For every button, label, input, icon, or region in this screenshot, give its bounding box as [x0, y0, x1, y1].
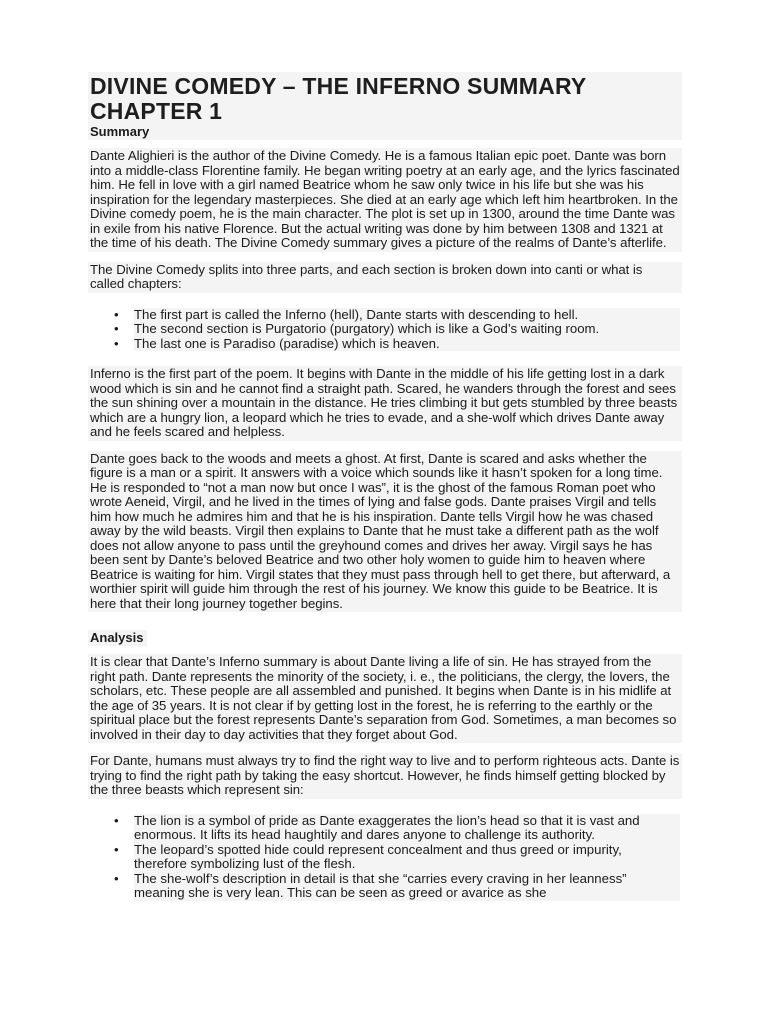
page-title: DIVINE COMEDY – THE INFERNO SUMMARY CHAPTER 1: [88, 72, 682, 124]
beasts-list: [88, 813, 682, 902]
bullet-glyph: •: [114, 335, 119, 351]
list-item-text: The leopard’s spotted hide could represent concealment and thus greed or impurity, therefore symbolizing lust of the flesh.: [134, 841, 622, 871]
summary-heading: Summary: [88, 124, 682, 140]
list-item: [114, 870, 680, 901]
paragraph-analysis-sin: It is clear that Dante’s Inferno summary is about Dante living a life of sin. He has strayed from the right path. Dante represents the minority of the society, i. e., the politicians, the clergy, the lovers, the scholars, etc. These people are all assembled and punished. It begins when Dante is in his midlife at the age of 35 years. It is not clear if by getting lost in the forest, he is referring to the earthly or the spiritual place but the forest represents Dante’s separation from God. Sometimes, a man becomes so involved in their day to day activities that they forget about God.: [88, 654, 682, 743]
list-item-text: The first part is called the Inferno (hell), Dante starts with descending to hell.: [134, 306, 579, 322]
paragraph-three-parts-intro: The Divine Comedy splits into three parts, and each section is broken down into canti or what is called chapters:: [88, 262, 682, 293]
list-item-text: The second section is Purgatorio (purgatory) which is like a God’s waiting room.: [134, 321, 600, 336]
paragraph-analysis-right-path: For Dante, humans must always try to find the right way to live and to perform righteous acts. Dante is trying to find the right path by taking the easy shortcut. However, he finds himself getting blocked by the three beasts which represent sin:: [88, 753, 682, 799]
list-item: [114, 812, 680, 843]
bullet-glyph: •: [114, 841, 119, 857]
parts-list: [88, 307, 682, 353]
paragraph-meets-virgil: Dante goes back to the woods and meets a ghost. At first, Dante is scared and asks whether the figure is a man or a spirit. It answers with a voice which sounds like it hasn’t spoken for a long time. He is responded to “not a man now but once I was”, it is the ghost of the famous Roman poet who wrote Aeneid, Virgil, and he lived in the times of lying and false gods. Dante praises Virgil and tells him how much he admires him and that he is his inspiration. Dante tells Virgil how he was chased away by the wild beasts. Virgil then explains to Dante that he must take a different path as the wolf does not allow anyone to pass until the greyhound comes and drives her away. Virgil says he has been sent by Dante’s beloved Beatrice and two other holy women to guide him to heaven where Beatrice is waiting for him. Virgil states that they must pass through hell to get there, but afterward, a worthier spirit will guide him through the rest of his journey. We know this guide to be Beatrice. It is here that their long journey together begins.: [88, 451, 682, 613]
list-item: [114, 321, 680, 337]
bullet-glyph: •: [114, 870, 119, 886]
list-item-text: The lion is a symbol of pride as Dante exaggerates the lion’s head so that it is vast and enormous. It lifts its head haughtily and dares anyone to challenge its authority.: [134, 812, 640, 842]
bullet-glyph: •: [114, 812, 119, 828]
bullet-glyph: •: [114, 321, 119, 336]
paragraph-author-bio: Dante Alighieri is the author of the Divine Comedy. He is a famous Italian epic poet. Dante was born into a middle-class Florentine family. He began writing poetry at an early age, and the lyrics fascinated him. He fell in love with a girl named Beatrice whom he saw only twice in his life but she was his inspiration for the legendary masterpieces. She died at an early age which left him heartbroken. In the Divine comedy poem, he is the main character. The plot is set up in 1300, around the time Dante was in exile from his native Florence. But the actual writing was done by him between 1308 and 1321 at the time of his death. The Divine Comedy summary gives a picture of the realms of Dante’s afterlife.: [88, 148, 682, 252]
list-item: [114, 335, 680, 352]
list-item: [114, 841, 680, 872]
bullet-glyph: •: [114, 306, 119, 322]
paragraph-inferno-begins: Inferno is the first part of the poem. It begins with Dante in the middle of his life getting lost in a dark wood which is sin and he cannot find a straight path. Scared, he wanders through the forest and sees the sun shining over a mountain in the distance. He tries climbing it but gets stumbled by three beasts which are a hungry lion, a leopard which he tries to evade, and a she-wolf which drives Dante away and he feels scared and helpless.: [88, 366, 682, 441]
list-item: [114, 306, 680, 323]
list-item-text: The last one is Paradiso (paradise) which is heaven.: [134, 335, 440, 351]
document-content: [88, 72, 682, 916]
analysis-heading: Analysis: [88, 630, 147, 646]
list-item-text: The she-wolf’s description in detail is that she “carries every craving in her leanness” meaning she is very lean. This can be seen as greed or avarice as she: [134, 870, 627, 900]
